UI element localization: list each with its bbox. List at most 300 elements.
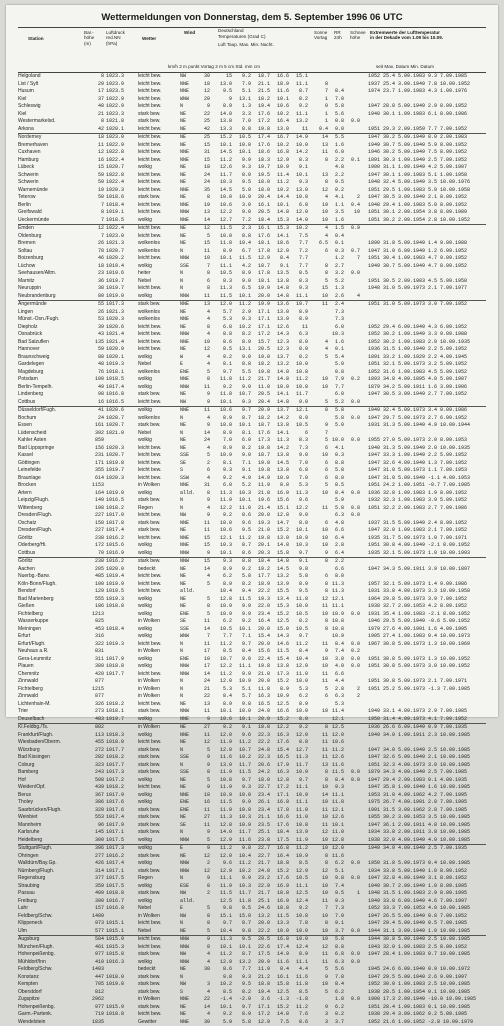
cell-rain: 9.5 [332,890,344,898]
cell-temp-max: 19.2 [252,566,270,574]
cell-station: Emden [18,225,86,233]
cell-station: Gardelegen [18,361,86,369]
cell-pressure: 1019.8 [106,460,136,468]
cell-sunshine: 1 [314,96,328,104]
cell-rain: 6.2 [332,860,344,868]
cell-snow: 0.2 [348,648,360,656]
cell-temp-night: 10.4 [290,656,308,664]
cell-temp-air: 13.8 [214,118,232,126]
cell-temp-min: 13.2 [271,573,289,581]
cell-extremes: 1949 32.4 5.09.1973 3.4 9.09.1986 [368,407,486,415]
cell-extremes: 1943 32.0 1.09.1983 2.5 8.09.1952 [368,944,486,952]
cell-station: Bendorf [18,588,86,596]
cell-weather: leicht bew. [138,346,178,354]
table-row [18,376,486,384]
cell-temp-max: 22.7 [252,853,270,861]
cell-wind-speed: 8 [198,324,210,332]
cell-temp-night: 9.1 [290,558,308,566]
cell-temp-max: 19.5 [252,172,270,180]
table-row [18,126,486,134]
cell-temp-dew: 10.4 [233,853,251,861]
cell-temp-max: 15.4 [252,633,270,641]
cell-temp-night: 13.9 [290,829,308,837]
cell-temp-max: 19.8 [252,535,270,543]
table-row [18,784,486,792]
cell-height: 420 [84,671,104,679]
cell-station: Bremerhaven [18,142,86,150]
cell-height: 322 [84,641,104,649]
cell-station: Osnabrück [18,331,86,339]
cell-temp-night: 11.3 [290,754,308,762]
cell-height: 24 [84,415,104,423]
cell-rain: 6.6 [332,527,344,535]
cell-height: 38 [84,285,104,293]
cell-snow: 7 [348,255,360,263]
cell-wind-speed: 9 [198,829,210,837]
cell-temp-air: 6.2 [214,618,232,626]
cell-station: Neuhaus a.R. [18,648,86,656]
cell-wind-speed: 15 [198,157,210,165]
cell-extremes: 1945 24.6 6.09.1949 0.9 10.09.1972 [368,966,486,974]
cell-sunshine: 8 [314,179,328,187]
cell-temp-max: 17.6 [252,233,270,241]
cell-wind-dir: alld. [180,588,198,596]
cell-wind-speed: 9 [198,754,210,762]
cell-height: 12 [84,225,104,233]
cell-temp-max: 20.0 [252,920,270,928]
cell-rain: 2.2 [332,558,344,566]
cell-weather: in Wolken [138,618,178,626]
cell-height: 18 [84,263,104,271]
cell-height: 447 [84,974,104,982]
cell-temp-dew: 5.7 [233,693,251,701]
cell-wind-dir: NNE [180,407,198,415]
cell-wind-dir: NNW [180,708,198,716]
cell-station: Greifswald [18,209,86,217]
cell-sunshine: 10 [314,837,328,845]
cell-sunshine: 12 [314,187,328,195]
cell-rain: 11.1 [332,792,344,800]
cell-temp-air: 8.5 [214,989,232,997]
cell-height: 23 [84,270,104,278]
table-row [18,157,486,165]
table-row [18,807,486,815]
cell-temp-min: 11.6 [271,88,289,96]
cell-wind-dir: NE [180,118,198,126]
cell-temp-dew: 11.7 [233,829,251,837]
cell-rain: 8.4 [332,641,344,649]
cell-pressure: 1022.8 [106,149,136,157]
cell-sunshine: 10 [314,656,328,664]
cell-height: 311 [84,656,104,664]
cell-temp-max: 18.9 [252,581,270,589]
cell-rain: 11.0 [332,829,344,837]
cell-wind-dir: NE [180,142,198,150]
table-row [18,860,486,868]
cell-station: Lübeck [18,164,86,172]
cell-station: Straubing [18,883,86,891]
cell-weather: leicht bew. [138,512,178,520]
cell-temp-air: 10.1 [214,550,232,558]
cell-wind-speed: 20 [198,96,210,104]
cell-wind-dir: NW [180,73,198,81]
table-row [18,384,486,392]
cell-wind-dir: NNE [180,217,198,225]
cell-extremes: 1947 26.5 5.09.1949 0.8 7.09.1952 [368,913,486,921]
cell-extremes: 1948 32.4 5.09.1949 3.5 10.09.1976 [368,179,486,187]
cell-temp-night: 11.1 [290,959,308,967]
table-row [18,837,486,845]
cell-pressure: 1017.6 [106,807,136,815]
cell-pressure: 1017.4 [106,860,136,868]
cell-temp-max: 21.7 [252,890,270,898]
cell-pressure: 1020.3 [106,187,136,195]
cell-pressure: 1017.5 [106,875,136,883]
cell-temp-night: 12.0 [290,663,308,671]
cell-temp-dew: 10.2 [233,868,251,876]
table-row [18,1019,486,1026]
cell-temp-min: 13.0 [271,535,289,543]
cell-weather: leicht bew. [138,671,178,679]
cell-temp-max: 20.5 [252,346,270,354]
cell-temp-air: 10.6 [214,527,232,535]
cell-snow: 0.4 [348,202,360,210]
cell-wind-dir: NE [180,126,198,134]
cell-temp-air: 12.5 [214,898,232,906]
cell-pressure: 1020.9 [106,346,136,354]
cell-weather: leicht bew. [138,581,178,589]
cell-extremes: 1947 31.0 5.09.1973 1.1 7.09.1953 [368,467,486,475]
cell-station: Kahler Asten [18,437,86,445]
cell-sunshine: 8 [314,581,328,589]
cell-height: 377 [84,875,104,883]
cell-sunshine: 10 [314,542,328,550]
header-temp-cols: Luft Taup. Max. Min. Nacht. [218,42,274,47]
cell-wind-dir: SSW [180,475,198,483]
cell-temp-min: 17.2 [271,784,289,792]
cell-station: Leinefelde [18,467,86,475]
cell-temp-night: 11.7 [290,762,308,770]
cell-weather: stark bew. [138,422,178,430]
cell-extremes: 1947 31.0 6.09.1949 1.2 6.09.1952 [368,248,486,256]
cell-extremes: 1951 29.3 2.09.1959 7.7 7.09.1952 [368,126,486,134]
cell-extremes: 1952 21.6 1.09.1952 -2.8 10.09.1979 [368,1019,486,1026]
cell-station: Neubrandenburg [18,293,86,301]
cell-temp-air: 8.3 [214,278,232,286]
cell-temp-dew: 10.3 [233,814,251,822]
cell-snow: 0.0 [348,490,360,498]
table-row [18,951,486,959]
cell-temp-max: 21.2 [252,974,270,982]
cell-wind-dir: N [180,693,198,701]
table-row [18,792,486,800]
cell-temp-max: 23.2 [252,875,270,883]
cell-temp-min: 13.8 [271,663,289,671]
cell-rain: 12.5 [332,724,344,732]
cell-rain: 5.8 [332,415,344,423]
cell-sunshine: 9 [314,1004,328,1012]
cell-temp-air: 8.9 [214,248,232,256]
cell-pressure: 1017.4 [106,384,136,392]
cell-pressure: 1015.1 [106,928,136,936]
cell-wind-speed: 8 [198,883,210,891]
cell-height: 17 [84,88,104,96]
cell-temp-night: 10.5 [290,626,308,634]
cell-sunshine: 10 [314,883,328,891]
cell-temp-night: 7.7 [290,255,308,263]
cell-extremes: 1940 31.3 5.09.1949 2.0 10.09.1935 [368,445,486,453]
cell-pressure: 1018.5 [106,376,136,384]
cell-sunshine: 1 [314,118,328,126]
cell-station: Meiningen [18,626,86,634]
cell-temp-dew: 10.1 [233,944,251,952]
cell-weather: stark bew. [138,527,178,535]
cell-temp-air: 9.2 [214,512,232,520]
cell-pressure: 1021.3 [106,309,136,317]
cell-temp-air: 11.5 [214,799,232,807]
cell-weather: leicht bew. [138,96,178,104]
cell-pressure: 1019.6 [106,270,136,278]
cell-height: 11 [84,142,104,150]
cell-temp-max: 19.7 [252,164,270,172]
cell-temp-max: 23.4 [252,792,270,800]
cell-station: Braunschweig [18,354,86,362]
cell-pressure: 1019.7 [106,285,136,293]
cell-temp-max: 17.3 [252,437,270,445]
cell-wind-speed: 4 [198,361,210,369]
cell-weather: Regen [138,505,178,513]
cell-wind-speed: 8 [198,376,210,384]
cell-rain: 4.8 [332,164,344,172]
cell-rain: 6.0 [332,391,344,399]
cell-sunshine: 4 [314,346,328,354]
cell-extremes: 1951 30.1 2.09.1954 3.8 8.09.1989 [368,209,486,217]
table-row [18,596,486,604]
cell-temp-dew: 9.0 [233,278,251,286]
cell-temp-night: 8.0 [290,339,308,347]
cell-temp-dew: 9.9 [233,603,251,611]
cell-snow: 0.0 [348,875,360,883]
cell-wind-speed: 15 [198,240,210,248]
cell-rain: 0.1 [332,346,344,354]
cell-rain: 12.1 [332,596,344,604]
cell-height: 53 [84,316,104,324]
cell-temp-max: 17.2 [252,331,270,339]
cell-station: List / Sylt [18,81,86,89]
cell-temp-dew: 5.2 [233,482,251,490]
cell-temp-night: 5.8 [290,573,308,581]
cell-temp-min: 17.9 [271,762,289,770]
cell-temp-max: 20.5 [252,209,270,217]
cell-pressure: 1018.8 [106,890,136,898]
cell-temp-dew: 8.6 [233,512,251,520]
cell-station: Freiburg [18,898,86,906]
cell-height: 164 [84,490,104,498]
cell-rain: 0.8 [332,118,344,126]
cell-temp-min: 14.8 [271,399,289,407]
cell-temp-max: 20.0 [252,678,270,686]
cell-wind-dir: SSE [180,626,198,634]
cell-weather: leicht bew. [138,285,178,293]
table-row [18,209,486,217]
table-row [18,626,486,634]
cell-rain: 7.8 [332,974,344,982]
cell-temp-night: 7.7 [290,263,308,271]
cell-temp-max: 11.9 [252,482,270,490]
cell-extremes: 1931 31.3 5.09.1949 4.9 10.09.1944 [368,422,486,430]
cell-height: 48 [84,103,104,111]
cell-temp-night: 12.1 [290,407,308,415]
cell-pressure: 1020.3 [106,445,136,453]
cell-wind-speed: 30 [198,1019,210,1026]
table-row [18,482,486,490]
cell-sunshine: 13 [314,142,328,150]
cell-temp-max: 18.8 [252,981,270,989]
cell-wind-dir: NNW [180,331,198,339]
cell-rain: 8.4 [332,981,344,989]
cell-wind-dir: NNW [180,837,198,845]
cell-wind-dir: NNW [180,558,198,566]
cell-weather: stark bew. [138,558,178,566]
cell-weather: wolkenlos [138,415,178,423]
cell-sunshine: 5 [314,966,328,974]
cell-temp-night: 6.8 [290,467,308,475]
cell-height: 41 [84,407,104,415]
cell-station: Essen [18,422,86,430]
cell-temp-dew: 10.5 [233,134,251,142]
cell-temp-min: 15.4 [271,656,289,664]
cell-wind-speed: 10 [198,255,210,263]
cell-sunshine: 8 [314,81,328,89]
table-row [18,316,486,324]
cell-height: 37 [84,96,104,104]
cell-station: Stuttgart/Flugh. [18,845,86,853]
cell-temp-night: 8.5 [290,989,308,997]
table-row [18,996,486,1004]
cell-station: Fichtelberg [18,611,86,619]
cell-height: 129 [84,588,104,596]
cell-rain: 7.7 [332,384,344,392]
cell-temp-max: 14.9 [252,475,270,483]
cell-temp-night: 14.0 [290,217,308,225]
cell-temp-max: 18.6 [252,149,270,157]
cell-temp-max: 18.2 [252,361,270,369]
cell-temp-min: 13.3 [271,920,289,928]
cell-height: 555 [84,596,104,604]
cell-pressure: 1019.9 [106,581,136,589]
cell-sunshine: 3 [314,1019,328,1026]
cell-temp-min: 14.1 [271,233,289,241]
cell-station: Cottbus [18,550,86,558]
table-row [18,693,486,701]
cell-pressure: 1020.2 [106,255,136,263]
table-row [18,686,486,694]
table-row [18,747,486,755]
cell-extremes: 1901 31.5 3.09.1962 2.8 7.09.1985 [368,807,486,815]
cell-rain: 6.0 [332,324,344,332]
cell-temp-max: 21.0 [252,671,270,679]
cell-wind-dir: NE [180,437,198,445]
cell-sunshine: 8 [314,588,328,596]
cell-pressure: 1020.3 [106,316,136,324]
cell-extremes: 1950 31.4 4.09.1973 4.1 7.09.1952 [368,716,486,724]
cell-wind-speed: 12 [198,739,210,747]
cell-weather: wolkig [138,732,178,740]
cell-snow: 0.8 [348,505,360,513]
table-row [18,406,486,415]
cell-wind-dir: N [180,278,198,286]
cell-wind-speed: 35 [198,187,210,195]
cell-station: Gießen [18,603,86,611]
cell-temp-dew: 9.7 [233,407,251,415]
cell-wind-speed: 14 [198,566,210,574]
cell-height: 48 [84,361,104,369]
table-row [18,974,486,982]
cell-temp-min: 10.9 [271,693,289,701]
cell-temp-min: 10.1 [271,96,289,104]
cell-height: 392 [84,430,104,438]
table-row [18,233,486,241]
cell-wind-dir: N [180,648,198,656]
cell-wind-speed: 16 [198,799,210,807]
cell-temp-night: 15.1 [290,73,308,81]
table-row [18,603,486,611]
cell-temp-dew: 10.1 [233,626,251,634]
cell-pressure: 1017.9 [106,822,136,830]
cell-temp-min: 15.2 [271,527,289,535]
cell-extremes: 1951 30.8 4.09.1949 -2.1 8.09.1952 [368,542,486,550]
table-row [18,905,486,913]
cell-temp-max: 20.0 [252,716,270,724]
cell-temp-air: 8.6 [214,339,232,347]
cell-height: 1153 [84,482,104,490]
cell-height: 238 [84,558,104,566]
cell-height: 70 [84,550,104,558]
cell-weather: leicht bew. [138,452,178,460]
cell-temp-night: 10.1 [290,527,308,535]
cell-wind-speed: 12 [198,346,210,354]
cell-temp-dew: 9.3 [233,164,251,172]
cell-temp-min: 8.8 [271,482,289,490]
cell-temp-air: 9.2 [214,384,232,392]
cell-station: Lichtenhain-M. [18,701,86,709]
cell-extremes: 1951 29.5 1.09.1983 5.0 10.09.1958 [368,187,486,195]
cell-temp-min: 17.6 [271,739,289,747]
cell-weather: wolkig [138,384,178,392]
cell-wind-dir: NE [180,324,198,332]
cell-temp-min: 16.4 [271,853,289,861]
header-extrem-cols: seit Max. Datum Min. Datum [376,64,434,69]
cell-temp-night: 8.9 [290,951,308,959]
cell-sunshine: 11 [314,754,328,762]
cell-temp-max: 20.3 [252,550,270,558]
cell-pressure: 1016.9 [106,550,136,558]
cell-temp-night: 8.9 [290,316,308,324]
cell-temp-min: 14.1 [271,391,289,399]
cell-temp-night: 7.8 [290,920,308,928]
cell-temp-night: 13.0 [290,187,308,195]
cell-temp-min: 16.8 [271,845,289,853]
cell-wind-speed: 5 [198,596,210,604]
cell-wind-dir: NE [180,422,198,430]
table-row [18,445,486,453]
cell-weather: stark bew. [138,118,178,126]
cell-extremes: 1948 31.5 1.09.1983 2.9 8.09.1995 [368,890,486,898]
cell-weather: leicht bew. [138,701,178,709]
cell-temp-dew: 11.0 [233,505,251,513]
cell-temp-min: 9.1 [271,263,289,271]
cell-temp-min: 16.0 [271,898,289,906]
